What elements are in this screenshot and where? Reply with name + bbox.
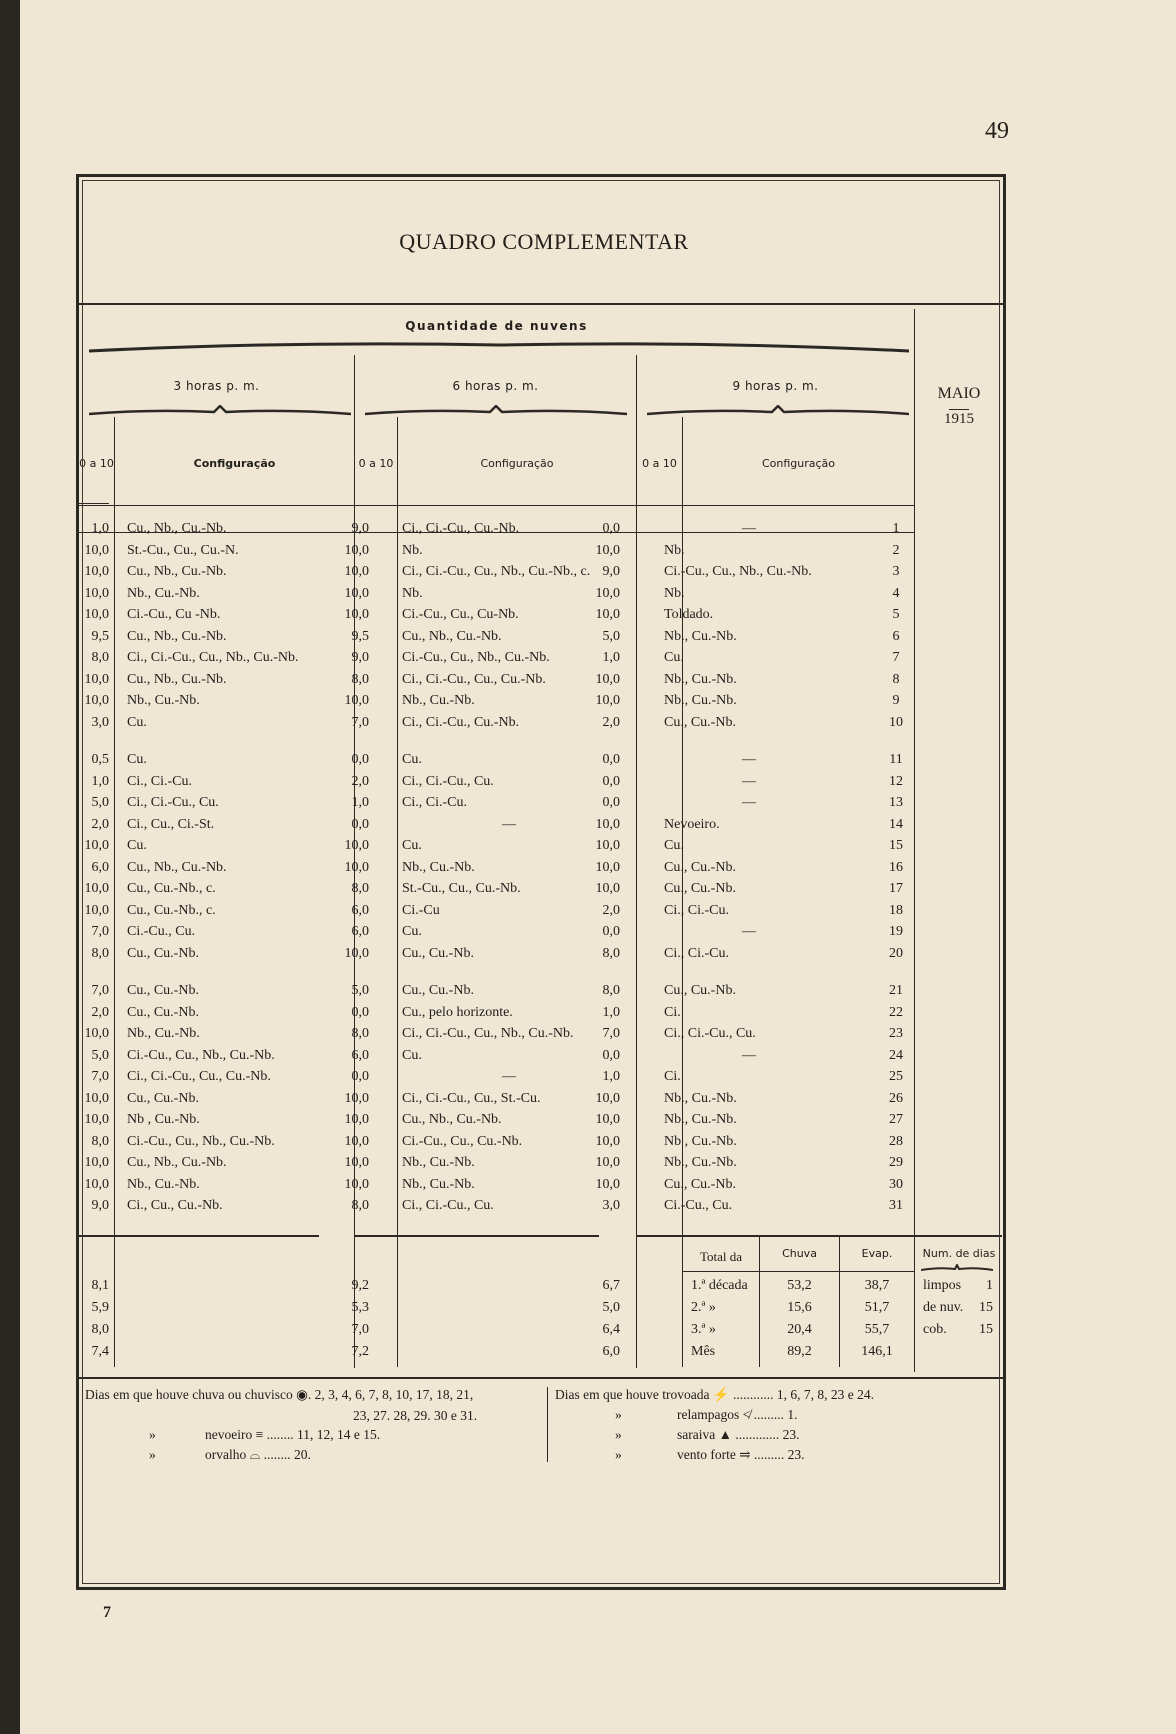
day-number: 25	[889, 1069, 903, 1084]
amount-3pm: 5,0	[91, 1047, 109, 1063]
config-9pm: Nevoeiro.	[664, 816, 720, 832]
amount-6pm: 6,0	[351, 902, 369, 918]
footer-q3: »	[615, 1407, 622, 1422]
day-number: 14	[889, 816, 903, 832]
amount-9pm: 10,0	[595, 881, 620, 896]
col-config-9pm: Configuração	[761, 457, 836, 470]
config-9pm: Ci.-Cu., Cu., Nb., Cu.-Nb.	[664, 564, 812, 579]
col-config-3pm: Configuração	[193, 457, 276, 470]
amount-3pm: 10,0	[84, 693, 109, 708]
amount-6pm: 8,0	[351, 881, 369, 896]
config-6pm: Ci.-Cu., Cu., Cu.-Nb.	[402, 1133, 523, 1149]
config-3pm: Cu., Cu.-Nb., c.	[127, 881, 216, 896]
footer-chuva: Dias em que houve chuva ou chuvisco ◉. 2, 3, 4, 6, 7, 8, 10, 17, 18, 21,	[85, 1387, 474, 1402]
header-year: 1915	[944, 411, 974, 427]
amount-3pm: 1,0	[91, 773, 109, 789]
config-3pm: Cu., Cu.-Nb.	[127, 983, 199, 998]
total-evap: 51,7	[864, 1300, 890, 1315]
config-3pm: Ci., Cu., Ci.-St.	[127, 816, 215, 832]
amount-9pm: 10,0	[595, 1155, 620, 1170]
config-3pm: Cu., Nb., Cu.-Nb.	[127, 859, 227, 875]
config-6pm: Ci.-Cu., Cu., Nb., Cu.-Nb.	[402, 650, 550, 665]
amount-6pm: 10,0	[344, 945, 369, 961]
day-number: 19	[889, 924, 903, 939]
config-9pm: —	[742, 924, 756, 939]
config-3pm: Cu.	[127, 752, 147, 767]
day-number: 8	[892, 671, 900, 687]
day-number: 31	[889, 1198, 903, 1213]
amount-3pm: 10,0	[84, 1176, 109, 1192]
config-3pm: Cu.	[127, 714, 147, 730]
day-number: 15	[889, 838, 903, 853]
day-number: 11	[889, 752, 903, 767]
amount-3pm: 10,0	[84, 1155, 109, 1170]
amount-6pm: 1,0	[351, 795, 369, 810]
config-6pm: Nb.	[402, 542, 423, 558]
total-6pm: 9,2	[351, 1278, 369, 1293]
col-amount-9pm: 0 a 10	[642, 457, 677, 470]
total-evap: 146,1	[861, 1344, 893, 1359]
config-3pm: Nb., Cu.-Nb.	[127, 585, 200, 601]
amount-9pm: 1,0	[602, 1004, 620, 1020]
config-3pm: Cu., Nb., Cu.-Nb.	[127, 1155, 227, 1170]
config-9pm: Cu.	[664, 650, 684, 665]
totals-head-evap: Evap.	[861, 1247, 893, 1260]
total-chuva: 89,2	[787, 1344, 812, 1359]
amount-6pm: 10,0	[344, 542, 369, 558]
amount-6pm: 7,0	[351, 714, 369, 730]
config-6pm: Ci., Ci.-Cu.	[402, 795, 467, 810]
day-number: 22	[889, 1004, 903, 1020]
total-6pm: 7,0	[351, 1322, 369, 1337]
amount-3pm: 2,0	[91, 1004, 109, 1020]
config-3pm: Nb., Cu.-Nb.	[127, 693, 200, 708]
amount-6pm: 10,0	[344, 838, 369, 853]
amount-3pm: 10,0	[84, 902, 109, 918]
amount-3pm: 9,0	[91, 1198, 109, 1213]
header-period-3pm: 3 horas p. m.	[173, 379, 260, 393]
amount-9pm: 10,0	[595, 585, 620, 601]
days-label: cob.	[923, 1322, 947, 1337]
config-3pm: Cu., Cu.-Nb.	[127, 1090, 199, 1106]
amount-3pm: 10,0	[84, 542, 109, 558]
day-number: 1	[892, 521, 900, 536]
config-9pm: Ci.	[664, 1004, 681, 1020]
footer-chuva-cont: 23, 27. 28, 29. 30 e 31.	[353, 1408, 478, 1423]
config-6pm: Ci., Ci.-Cu., Cu.	[402, 773, 494, 789]
config-9pm: Ci.	[664, 1069, 681, 1084]
config-3pm: Cu., Cu.-Nb.	[127, 945, 199, 961]
day-number: 4	[892, 585, 900, 601]
total-9pm: 6,7	[602, 1278, 620, 1293]
day-number: 24	[889, 1047, 903, 1063]
config-6pm: Cu.	[402, 924, 422, 939]
config-9pm: Ci., Ci.-Cu., Cu.	[664, 1026, 756, 1041]
config-3pm: Cu., Nb., Cu.-Nb.	[127, 564, 227, 579]
day-number: 29	[889, 1155, 903, 1170]
amount-3pm: 10,0	[84, 1112, 109, 1127]
day-number: 23	[889, 1026, 903, 1041]
amount-9pm: 0,0	[602, 521, 620, 536]
days-value: 1	[986, 1278, 993, 1293]
config-6pm: Ci., Ci.-Cu., Cu.-Nb.	[402, 521, 520, 536]
total-chuva: 53,2	[787, 1278, 812, 1293]
totals-head-chuva: Chuva	[782, 1247, 817, 1260]
days-label: de nuv.	[923, 1300, 964, 1315]
total-3pm: 7,4	[91, 1344, 109, 1359]
total-evap: 55,7	[864, 1322, 890, 1337]
config-9pm: Nb., Cu.-Nb.	[664, 628, 737, 644]
config-9pm: Cu., Cu.-Nb.	[664, 859, 736, 875]
config-9pm: Nb., Cu.-Nb.	[664, 693, 737, 708]
amount-3pm: 2,0	[91, 816, 109, 832]
day-number: 6	[892, 628, 900, 644]
config-3pm: Ci., Ci.-Cu., Cu., Nb., Cu.-Nb.	[127, 650, 299, 665]
amount-3pm: 10,0	[84, 1090, 109, 1106]
amount-6pm: 9,0	[351, 521, 369, 536]
footer-vento: vento forte ⥤ ......... 23.	[677, 1447, 805, 1462]
amount-9pm: 10,0	[595, 1090, 620, 1106]
config-9pm: Toldado.	[664, 607, 714, 622]
config-6pm: Ci., Ci.-Cu., Cu.	[402, 1198, 494, 1213]
total-9pm: 5,0	[602, 1300, 620, 1315]
amount-9pm: 8,0	[602, 983, 620, 998]
config-3pm: St.-Cu., Cu., Cu.-N.	[127, 542, 239, 558]
amount-6pm: 10,0	[344, 585, 369, 601]
amount-6pm: 0,0	[351, 816, 369, 832]
config-3pm: Ci.-Cu., Cu.	[127, 924, 196, 939]
total-chuva: 20,4	[787, 1322, 812, 1337]
config-6pm: Ci.-Cu	[402, 902, 440, 918]
amount-3pm: 6,0	[91, 859, 109, 875]
footer-relampagos: relampagos ≮ ......... 1.	[677, 1407, 798, 1422]
col-amount-6pm: 0 a 10	[358, 457, 394, 470]
day-number: 10	[889, 714, 903, 730]
amount-9pm: 10,0	[595, 671, 620, 687]
day-number: 5	[892, 607, 900, 622]
amount-3pm: 8,0	[91, 1133, 109, 1149]
config-3pm: Nb , Cu.-Nb.	[127, 1112, 200, 1127]
amount-6pm: 8,0	[351, 1026, 369, 1041]
total-label: 1.ª década	[691, 1278, 748, 1293]
config-9pm: Ci.-Cu., Cu.	[664, 1198, 733, 1213]
footer-trovoada: Dias em que houve trovoada ⚡ ............ 1, 6, 7, 8, 23 e 24.	[555, 1387, 875, 1402]
amount-9pm: 1,0	[602, 1069, 620, 1084]
amount-9pm: 8,0	[602, 945, 620, 961]
config-3pm: Ci., Ci.-Cu., Cu., Cu.-Nb.	[127, 1069, 271, 1084]
day-number: 20	[889, 945, 903, 961]
config-6pm: Ci., Ci.-Cu., Cu., St.-Cu.	[402, 1090, 541, 1106]
amount-3pm: 10,0	[84, 671, 109, 687]
config-3pm: Ci., Ci.-Cu.	[127, 773, 192, 789]
amount-3pm: 7,0	[91, 983, 109, 998]
amount-9pm: 0,0	[602, 924, 620, 939]
amount-9pm: 2,0	[602, 902, 620, 918]
footer-q5: »	[615, 1447, 622, 1462]
amount-9pm: 0,0	[602, 795, 620, 810]
config-3pm: Cu., Nb., Cu.-Nb.	[127, 521, 227, 536]
total-6pm: 7,2	[351, 1344, 369, 1359]
config-6pm: Nb., Cu.-Nb.	[402, 1176, 475, 1192]
config-9pm: Cu., Cu.-Nb.	[664, 714, 736, 730]
config-6pm: Nb., Cu.-Nb.	[402, 859, 475, 875]
amount-9pm: 10,0	[595, 1112, 620, 1127]
days-value: 15	[979, 1322, 993, 1337]
day-number: 27	[889, 1112, 903, 1127]
total-9pm: 6,4	[602, 1322, 620, 1337]
days-value: 15	[979, 1300, 993, 1315]
amount-9pm: 0,0	[602, 752, 620, 767]
config-9pm: Nb , Cu.-Nb.	[664, 1133, 737, 1149]
day-number: 2	[892, 542, 900, 558]
amount-3pm: 10,0	[84, 838, 109, 853]
amount-9pm: 0,0	[602, 773, 620, 789]
total-6pm: 5,3	[351, 1300, 369, 1315]
header-month: MAIO	[937, 385, 981, 402]
amount-9pm: 2,0	[602, 714, 620, 730]
config-3pm: Cu., Cu.-Nb.	[127, 1004, 199, 1020]
config-6pm: Cu., Cu.-Nb.	[402, 945, 474, 961]
amount-6pm: 0,0	[351, 752, 369, 767]
config-6pm: Cu., Nb., Cu.-Nb.	[402, 628, 502, 644]
amount-3pm: 7,0	[91, 1069, 109, 1084]
page	[20, 0, 1176, 1734]
page-title: QUADRO COMPLEMENTAR	[399, 229, 689, 254]
config-9pm: Cu.	[664, 838, 684, 853]
amount-9pm: 10,0	[595, 1133, 620, 1149]
config-6pm: Cu.	[402, 838, 422, 853]
header-group: Quantidade de nuvens	[405, 319, 588, 333]
config-3pm: Cu.	[127, 838, 147, 853]
day-number: 12	[889, 773, 903, 789]
config-9pm: Cu., Cu.-Nb.	[664, 881, 736, 896]
amount-9pm: 10,0	[595, 838, 620, 853]
amount-3pm: 3,0	[91, 714, 109, 730]
total-chuva: 15,6	[787, 1300, 812, 1315]
day-number: 30	[889, 1176, 903, 1192]
col-amount-3pm: 0 a 10	[79, 457, 114, 470]
config-9pm: Nb., Cu.-Nb.	[664, 1112, 737, 1127]
config-3pm: Cu., Nb., Cu.-Nb.	[127, 671, 227, 687]
amount-9pm: 10,0	[595, 1176, 620, 1192]
day-number: 26	[889, 1090, 903, 1106]
footer-nevoeiro: nevoeiro ≡ ........ 11, 12, 14 e 15.	[205, 1427, 381, 1442]
config-6pm: Cu.	[402, 1047, 422, 1063]
amount-9pm: 0,0	[602, 1047, 620, 1063]
amount-3pm: 5,0	[91, 795, 109, 810]
day-number: 28	[889, 1133, 903, 1149]
day-number: 7	[892, 650, 900, 665]
amount-6pm: 0,0	[351, 1004, 369, 1020]
config-6pm: Ci., Ci.-Cu., Cu., Nb., Cu.-Nb.	[402, 1026, 574, 1041]
config-6pm: Ci., Ci.-Cu., Cu.-Nb.	[402, 714, 520, 730]
config-9pm: Nb., Cu.-Nb.	[664, 1090, 737, 1106]
config-9pm: Nb., Cu.-Nb.	[664, 1155, 737, 1170]
amount-9pm: 9,0	[602, 564, 620, 579]
amount-9pm: 10,0	[595, 607, 620, 622]
amount-6pm: 10,0	[344, 1090, 369, 1106]
config-6pm: —	[502, 1069, 516, 1084]
config-6pm: St.-Cu., Cu., Cu.-Nb.	[402, 881, 521, 896]
config-6pm: Cu.	[402, 752, 422, 767]
amount-3pm: 10,0	[84, 1026, 109, 1041]
total-3pm: 5,9	[91, 1300, 109, 1315]
config-9pm: —	[742, 752, 756, 767]
config-3pm: Ci.-Cu., Cu., Nb., Cu.-Nb.	[127, 1133, 275, 1149]
total-label: 2.ª »	[691, 1300, 716, 1315]
amount-3pm: 7,0	[91, 924, 109, 939]
config-9pm: Cu., Cu.-Nb.	[664, 1176, 736, 1192]
total-9pm: 6,0	[602, 1344, 620, 1359]
config-3pm: Ci.-Cu., Cu -Nb.	[127, 607, 221, 622]
amount-6pm: 10,0	[344, 1176, 369, 1192]
footer-number: 7	[103, 1604, 111, 1621]
header-period-9pm: 9 horas p. m.	[732, 379, 819, 393]
amount-9pm: 10,0	[595, 693, 620, 708]
config-6pm: Nb., Cu.-Nb.	[402, 693, 475, 708]
day-number: 21	[889, 983, 903, 998]
day-number: 3	[892, 564, 900, 579]
config-3pm: Nb., Cu.-Nb.	[127, 1026, 200, 1041]
total-label: 3.ª »	[691, 1322, 716, 1337]
amount-9pm: 10,0	[595, 859, 620, 875]
config-3pm: Cu., Cu.-Nb., c.	[127, 902, 216, 918]
footer-q2: »	[149, 1447, 156, 1462]
amount-3pm: 0,5	[91, 752, 109, 767]
amount-3pm: 1,0	[91, 521, 109, 536]
amount-9pm: 10,0	[595, 542, 620, 558]
amount-6pm: 10,0	[344, 564, 369, 579]
config-6pm: Ci.-Cu., Cu., Cu-Nb.	[402, 607, 519, 622]
header-period-6pm: 6 horas p. m.	[452, 379, 539, 393]
days-label: limpos	[923, 1278, 962, 1293]
amount-6pm: 5,0	[351, 983, 369, 998]
footer-saraiva: saraiva ▲ ............. 23.	[677, 1427, 800, 1442]
amount-3pm: 10,0	[84, 564, 109, 579]
total-evap: 38,7	[864, 1278, 890, 1293]
amount-6pm: 10,0	[344, 693, 369, 708]
amount-9pm: 3,0	[602, 1198, 620, 1213]
config-9pm: Nb.	[664, 585, 685, 601]
amount-9pm: 7,0	[602, 1026, 620, 1041]
config-9pm: —	[742, 521, 756, 536]
totals-head-days: Num. de dias	[922, 1247, 996, 1260]
config-3pm: Cu., Nb., Cu.-Nb.	[127, 628, 227, 644]
col-config-6pm: Configuração	[480, 457, 554, 470]
config-6pm: Cu., pelo horizonte.	[402, 1004, 513, 1020]
config-3pm: Ci., Cu., Cu.-Nb.	[127, 1198, 223, 1213]
amount-6pm: 10,0	[344, 1155, 369, 1170]
amount-6pm: 0,0	[351, 1069, 369, 1084]
amount-6pm: 10,0	[344, 607, 369, 622]
amount-6pm: 2,0	[351, 773, 369, 789]
config-3pm: Nb., Cu.-Nb.	[127, 1176, 200, 1192]
amount-9pm: 10,0	[595, 816, 620, 832]
config-6pm: Nb., Cu.-Nb.	[402, 1155, 475, 1170]
amount-6pm: 10,0	[344, 859, 369, 875]
config-3pm: Ci., Ci.-Cu., Cu.	[127, 795, 219, 810]
amount-6pm: 10,0	[344, 1112, 369, 1127]
config-6pm: Ci., Ci.-Cu., Cu., Nb., Cu.-Nb., c.	[402, 564, 591, 579]
amount-3pm: 9,5	[91, 628, 109, 644]
amount-3pm: 8,0	[91, 650, 109, 665]
day-number: 18	[889, 902, 903, 918]
amount-3pm: 8,0	[91, 945, 109, 961]
amount-6pm: 9,5	[351, 628, 369, 644]
amount-6pm: 8,0	[351, 671, 369, 687]
config-6pm: Nb.	[402, 585, 423, 601]
config-6pm: —	[502, 816, 516, 832]
config-9pm: —	[742, 795, 756, 810]
day-number: 16	[889, 859, 903, 875]
amount-9pm: 1,0	[602, 650, 620, 665]
amount-3pm: 10,0	[84, 607, 109, 622]
amount-3pm: 10,0	[84, 881, 109, 896]
amount-6pm: 6,0	[351, 1047, 369, 1063]
amount-6pm: 6,0	[351, 924, 369, 939]
day-number: 9	[892, 693, 900, 708]
config-6pm: Cu., Nb., Cu.-Nb.	[402, 1112, 502, 1127]
day-number: 17	[889, 881, 903, 896]
config-9pm: Ci., Ci.-Cu.	[664, 945, 729, 961]
total-3pm: 8,1	[91, 1278, 109, 1293]
amount-6pm: 10,0	[344, 1133, 369, 1149]
footer-orvalho: orvalho ⌓ ........ 20.	[205, 1447, 311, 1462]
config-9pm: Nb., Cu.-Nb.	[664, 671, 737, 687]
total-3pm: 8,0	[91, 1322, 109, 1337]
config-9pm: —	[742, 1047, 756, 1063]
amount-3pm: 10,0	[84, 585, 109, 601]
totals-head-total: Total da	[699, 1249, 743, 1264]
footer-q1: »	[149, 1427, 156, 1442]
config-6pm: Cu., Cu.-Nb.	[402, 983, 474, 998]
amount-6pm: 9,0	[351, 650, 369, 665]
page-number: 49	[985, 118, 1009, 144]
config-9pm: Cu., Cu.-Nb.	[664, 983, 736, 998]
amount-9pm: 5,0	[602, 628, 620, 644]
total-label: Mês	[691, 1344, 716, 1359]
config-9pm: Nb.	[664, 542, 685, 558]
config-3pm: Ci.-Cu., Cu., Nb., Cu.-Nb.	[127, 1047, 275, 1063]
config-9pm: Ci., Ci.-Cu.	[664, 902, 729, 918]
config-9pm: —	[742, 773, 756, 789]
inner-frame	[82, 180, 1000, 1584]
footer-q4: »	[615, 1427, 622, 1442]
amount-6pm: 8,0	[351, 1198, 369, 1213]
day-number: 13	[889, 795, 903, 810]
config-6pm: Ci., Ci.-Cu., Cu., Cu.-Nb.	[402, 671, 546, 687]
